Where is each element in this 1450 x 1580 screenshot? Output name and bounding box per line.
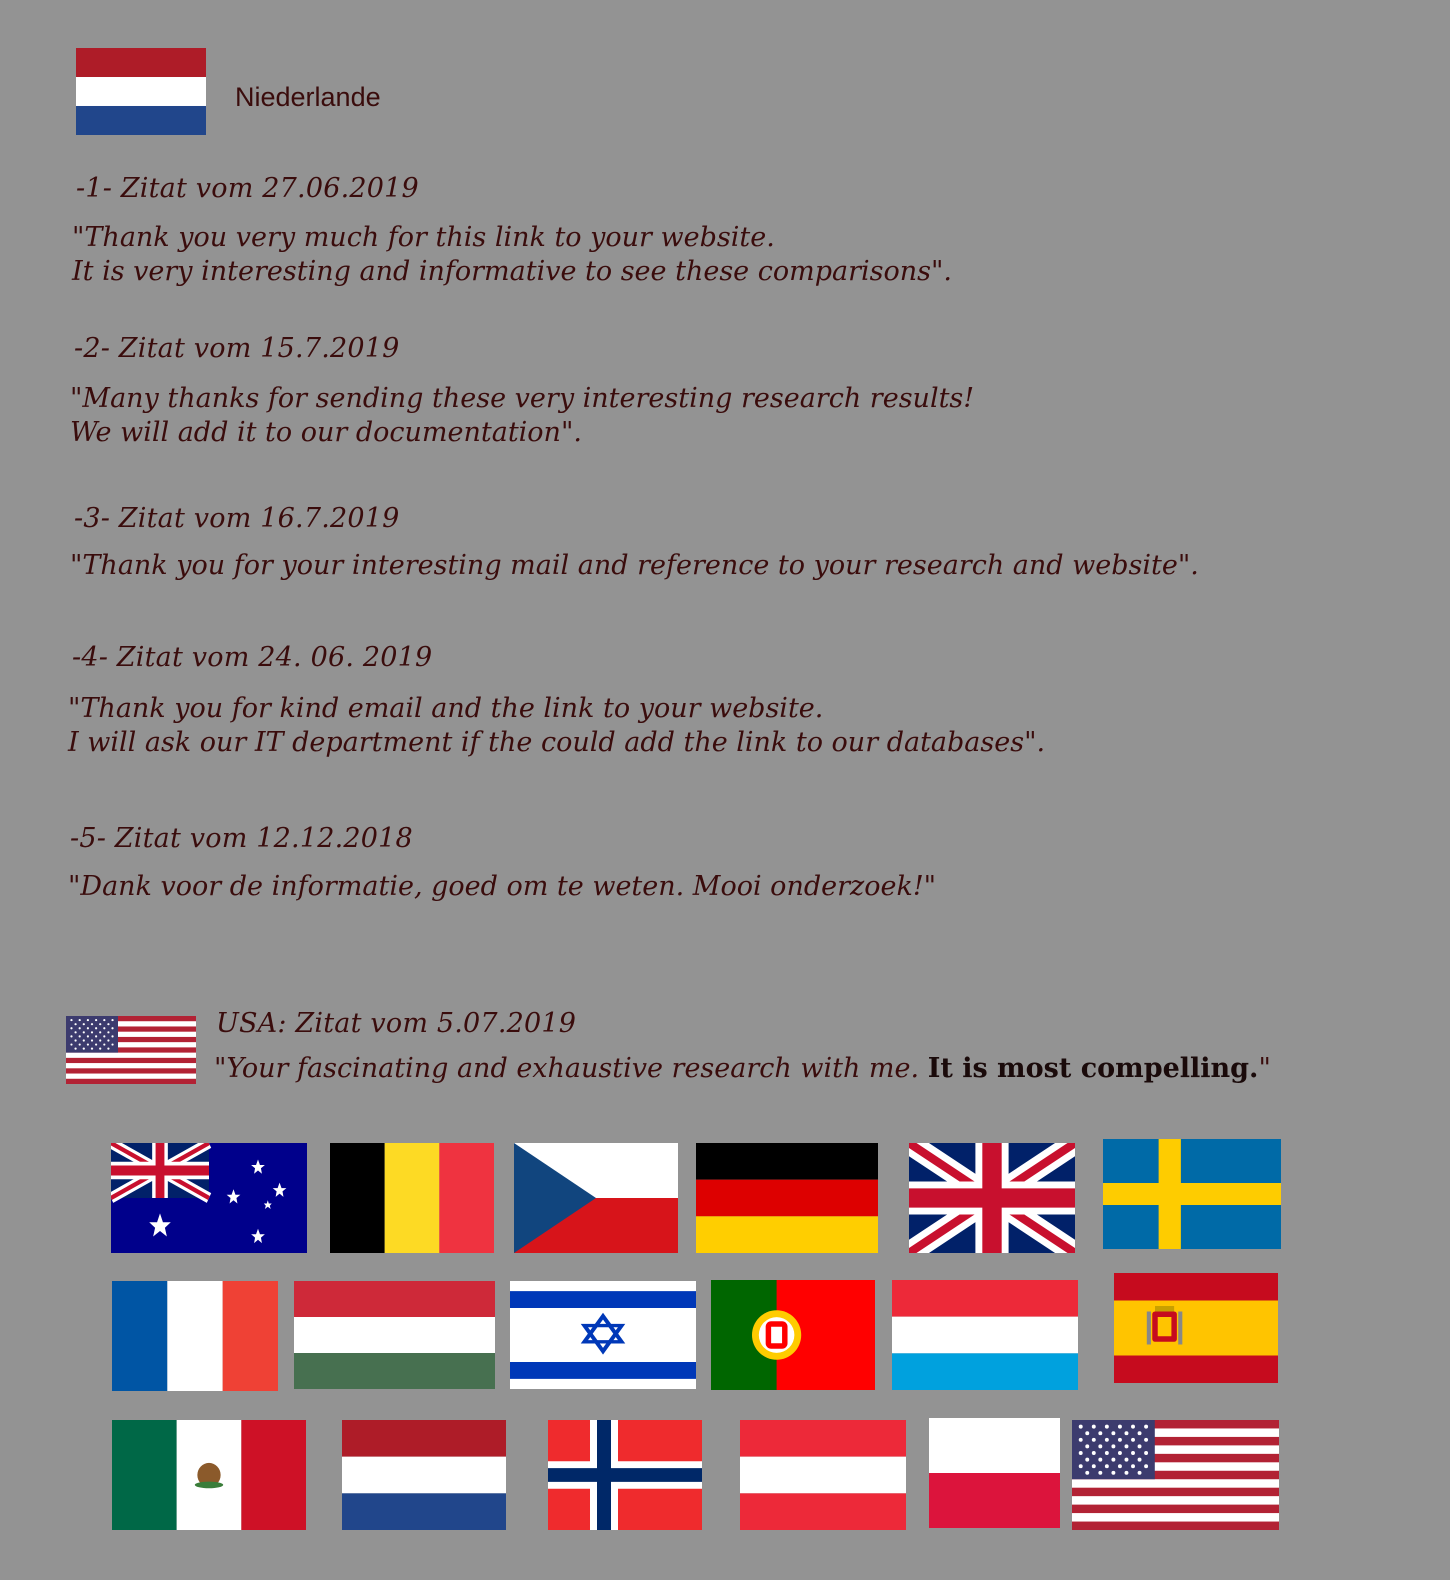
austria-flag — [740, 1420, 906, 1530]
usa-quote-plain: "Your fascinating and exhaustive research with me. — [214, 1053, 928, 1084]
australia-flag — [111, 1143, 307, 1253]
quote-2-date: -2- Zitat vom 15.7.2019 — [74, 333, 400, 364]
norway-flag — [548, 1420, 702, 1530]
france-flag — [112, 1281, 278, 1391]
germany-flag — [696, 1143, 878, 1253]
quote-1-line-2: It is very interesting and informative to see these comparisons". — [72, 256, 952, 287]
poland-flag — [929, 1418, 1060, 1528]
netherlands-flag-header — [76, 48, 206, 135]
usa-quote-text — [214, 1052, 1271, 1086]
quote-1-line-1: "Thank you very much for this link to your website. — [72, 222, 775, 253]
portugal-flag — [711, 1280, 875, 1390]
quote-3-line-1: "Thank you for your interesting mail and reference to your research and website". — [70, 550, 1199, 581]
spain-flag — [1114, 1273, 1278, 1383]
czech-flag — [514, 1143, 678, 1253]
quote-2-line-2: We will add it to our documentation". — [70, 417, 582, 448]
luxembourg-flag — [892, 1280, 1078, 1390]
usa-quote-date: USA: Zitat vom 5.07.2019 — [216, 1008, 577, 1039]
quote-3-text — [70, 549, 1199, 583]
quote-3-date: -3- Zitat vom 16.7.2019 — [74, 503, 400, 534]
quote-5-text — [68, 870, 936, 904]
quote-5-line-1: "Dank voor de informatie, goed om te weten. Mooi onderzoek!" — [68, 871, 937, 902]
quote-1-date: -1- Zitat vom 27.06.2019 — [76, 173, 419, 204]
uk-flag — [909, 1143, 1075, 1253]
usa-flag — [1072, 1420, 1279, 1530]
usa-quote-bold: It is most compelling. — [927, 1053, 1259, 1084]
quote-5-date: -5- Zitat vom 12.12.2018 — [70, 823, 413, 854]
sweden-flag — [1103, 1139, 1281, 1249]
quote-2-text — [70, 382, 974, 450]
israel-flag — [510, 1281, 696, 1389]
quote-1-text — [72, 221, 952, 289]
quote-2-line-1: "Many thanks for sending these very interesting research results! — [70, 383, 975, 414]
usa-quote-end: " — [1258, 1053, 1271, 1084]
quote-4-line-2: I will ask our IT department if the could add the link to our databases". — [68, 727, 1046, 758]
country-label-niederlande: Niederlande — [235, 82, 381, 112]
quote-4-line-1: "Thank you for kind email and the link to your website. — [68, 693, 824, 724]
quote-4-text — [68, 692, 1045, 760]
usa-flag-header — [66, 1016, 196, 1084]
hungary-flag — [294, 1281, 495, 1389]
netherlands-flag — [342, 1420, 506, 1530]
belgium-flag — [330, 1143, 494, 1253]
quote-4-date: -4- Zitat vom 24. 06. 2019 — [72, 642, 433, 673]
mexico-flag — [112, 1420, 306, 1530]
